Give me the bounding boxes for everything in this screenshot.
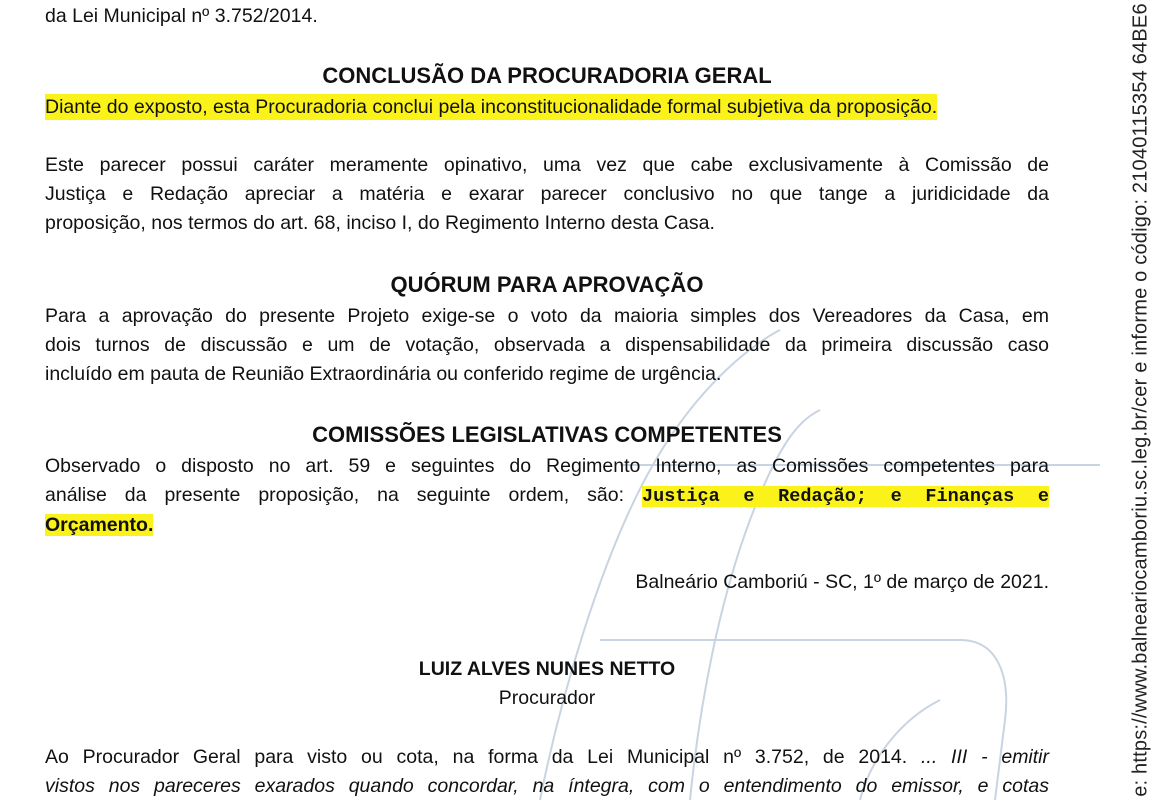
- signer-role: Procurador: [498, 687, 596, 709]
- opinion-line-2: Justiça e Redação apreciar a matéria e exarar parecer conclusivo no que tange a juridicidade da: [45, 183, 1049, 205]
- quorum-heading: QUÓRUM PARA APROVAÇÃO: [390, 272, 704, 297]
- footer-paragraph: [45, 743, 1049, 801]
- verification-sidebar: [1127, 0, 1155, 800]
- quorum-line-1: Para a aprovação do presente Projeto exige-se o voto da maioria simples dos Vereadores da Casa, em: [45, 305, 1049, 327]
- opinion-paragraph: [45, 151, 1049, 238]
- committees-line-2: [45, 481, 1049, 511]
- signer-name: LUIZ ALVES NUNES NETTO: [418, 658, 676, 680]
- footer-line-2: vistos nos pareceres exarados quando concordar, na íntegra, com o entendimento do emissor, e cotas: [45, 775, 1049, 797]
- footer-line-1: [45, 743, 1049, 772]
- top-line: da Lei Municipal nº 3.752/2014.: [45, 5, 318, 27]
- conclusion-heading: CONCLUSÃO DA PROCURADORIA GERAL: [322, 63, 772, 88]
- opinion-line-3: proposição, nos termos do art. 68, inciso I, do Regimento Interno desta Casa.: [45, 212, 715, 234]
- place-date: Balneário Camboriú - SC, 1º de março de 2021.: [635, 571, 1049, 593]
- opinion-line-1: Este parecer possui caráter meramente opinativo, uma vez que cabe exclusivamente à Comissão de: [45, 154, 1049, 176]
- committees-line-2-plain: análise da presente proposição, na seguinte ordem, são:: [45, 484, 625, 506]
- quorum-line-3: incluído em pauta de Reunião Extraordinária ou conferido regime de urgência.: [45, 363, 722, 385]
- committees-highlight-1: Justiça e Redação; e Finanças e: [642, 486, 1049, 507]
- conclusion-highlight: Diante do exposto, esta Procuradoria conclui pela inconstitucionalidade formal subjetiva da proposição.: [45, 96, 938, 118]
- conclusion-text: [45, 93, 1049, 122]
- quorum-line-2: dois turnos de discussão e um de votação, observada a dispensabilidade da primeira discussão caso: [45, 334, 1049, 356]
- committees-heading: COMISSÕES LEGISLATIVAS COMPETENTES: [312, 422, 782, 447]
- committees-paragraph: [45, 452, 1049, 540]
- committees-line-1: Observado o disposto no art. 59 e seguintes do Regimento Interno, as Comissões competentes para: [45, 455, 1049, 477]
- committees-line-3: [45, 511, 1049, 540]
- verification-text: e: https://www.balneariocamboriu.sc.leg.br/cer e informe o código: 21040115354 64BE6: [1129, 3, 1152, 797]
- quorum-paragraph: [45, 302, 1049, 389]
- committees-highlight-2: Orçamento.: [45, 514, 154, 536]
- footer-line-1-plain: Ao Procurador Geral para visto ou cota, na forma da Lei Municipal nº 3.752, de 2014.: [45, 746, 908, 768]
- footer-line-1-italic: ... III - emitir: [920, 746, 1050, 768]
